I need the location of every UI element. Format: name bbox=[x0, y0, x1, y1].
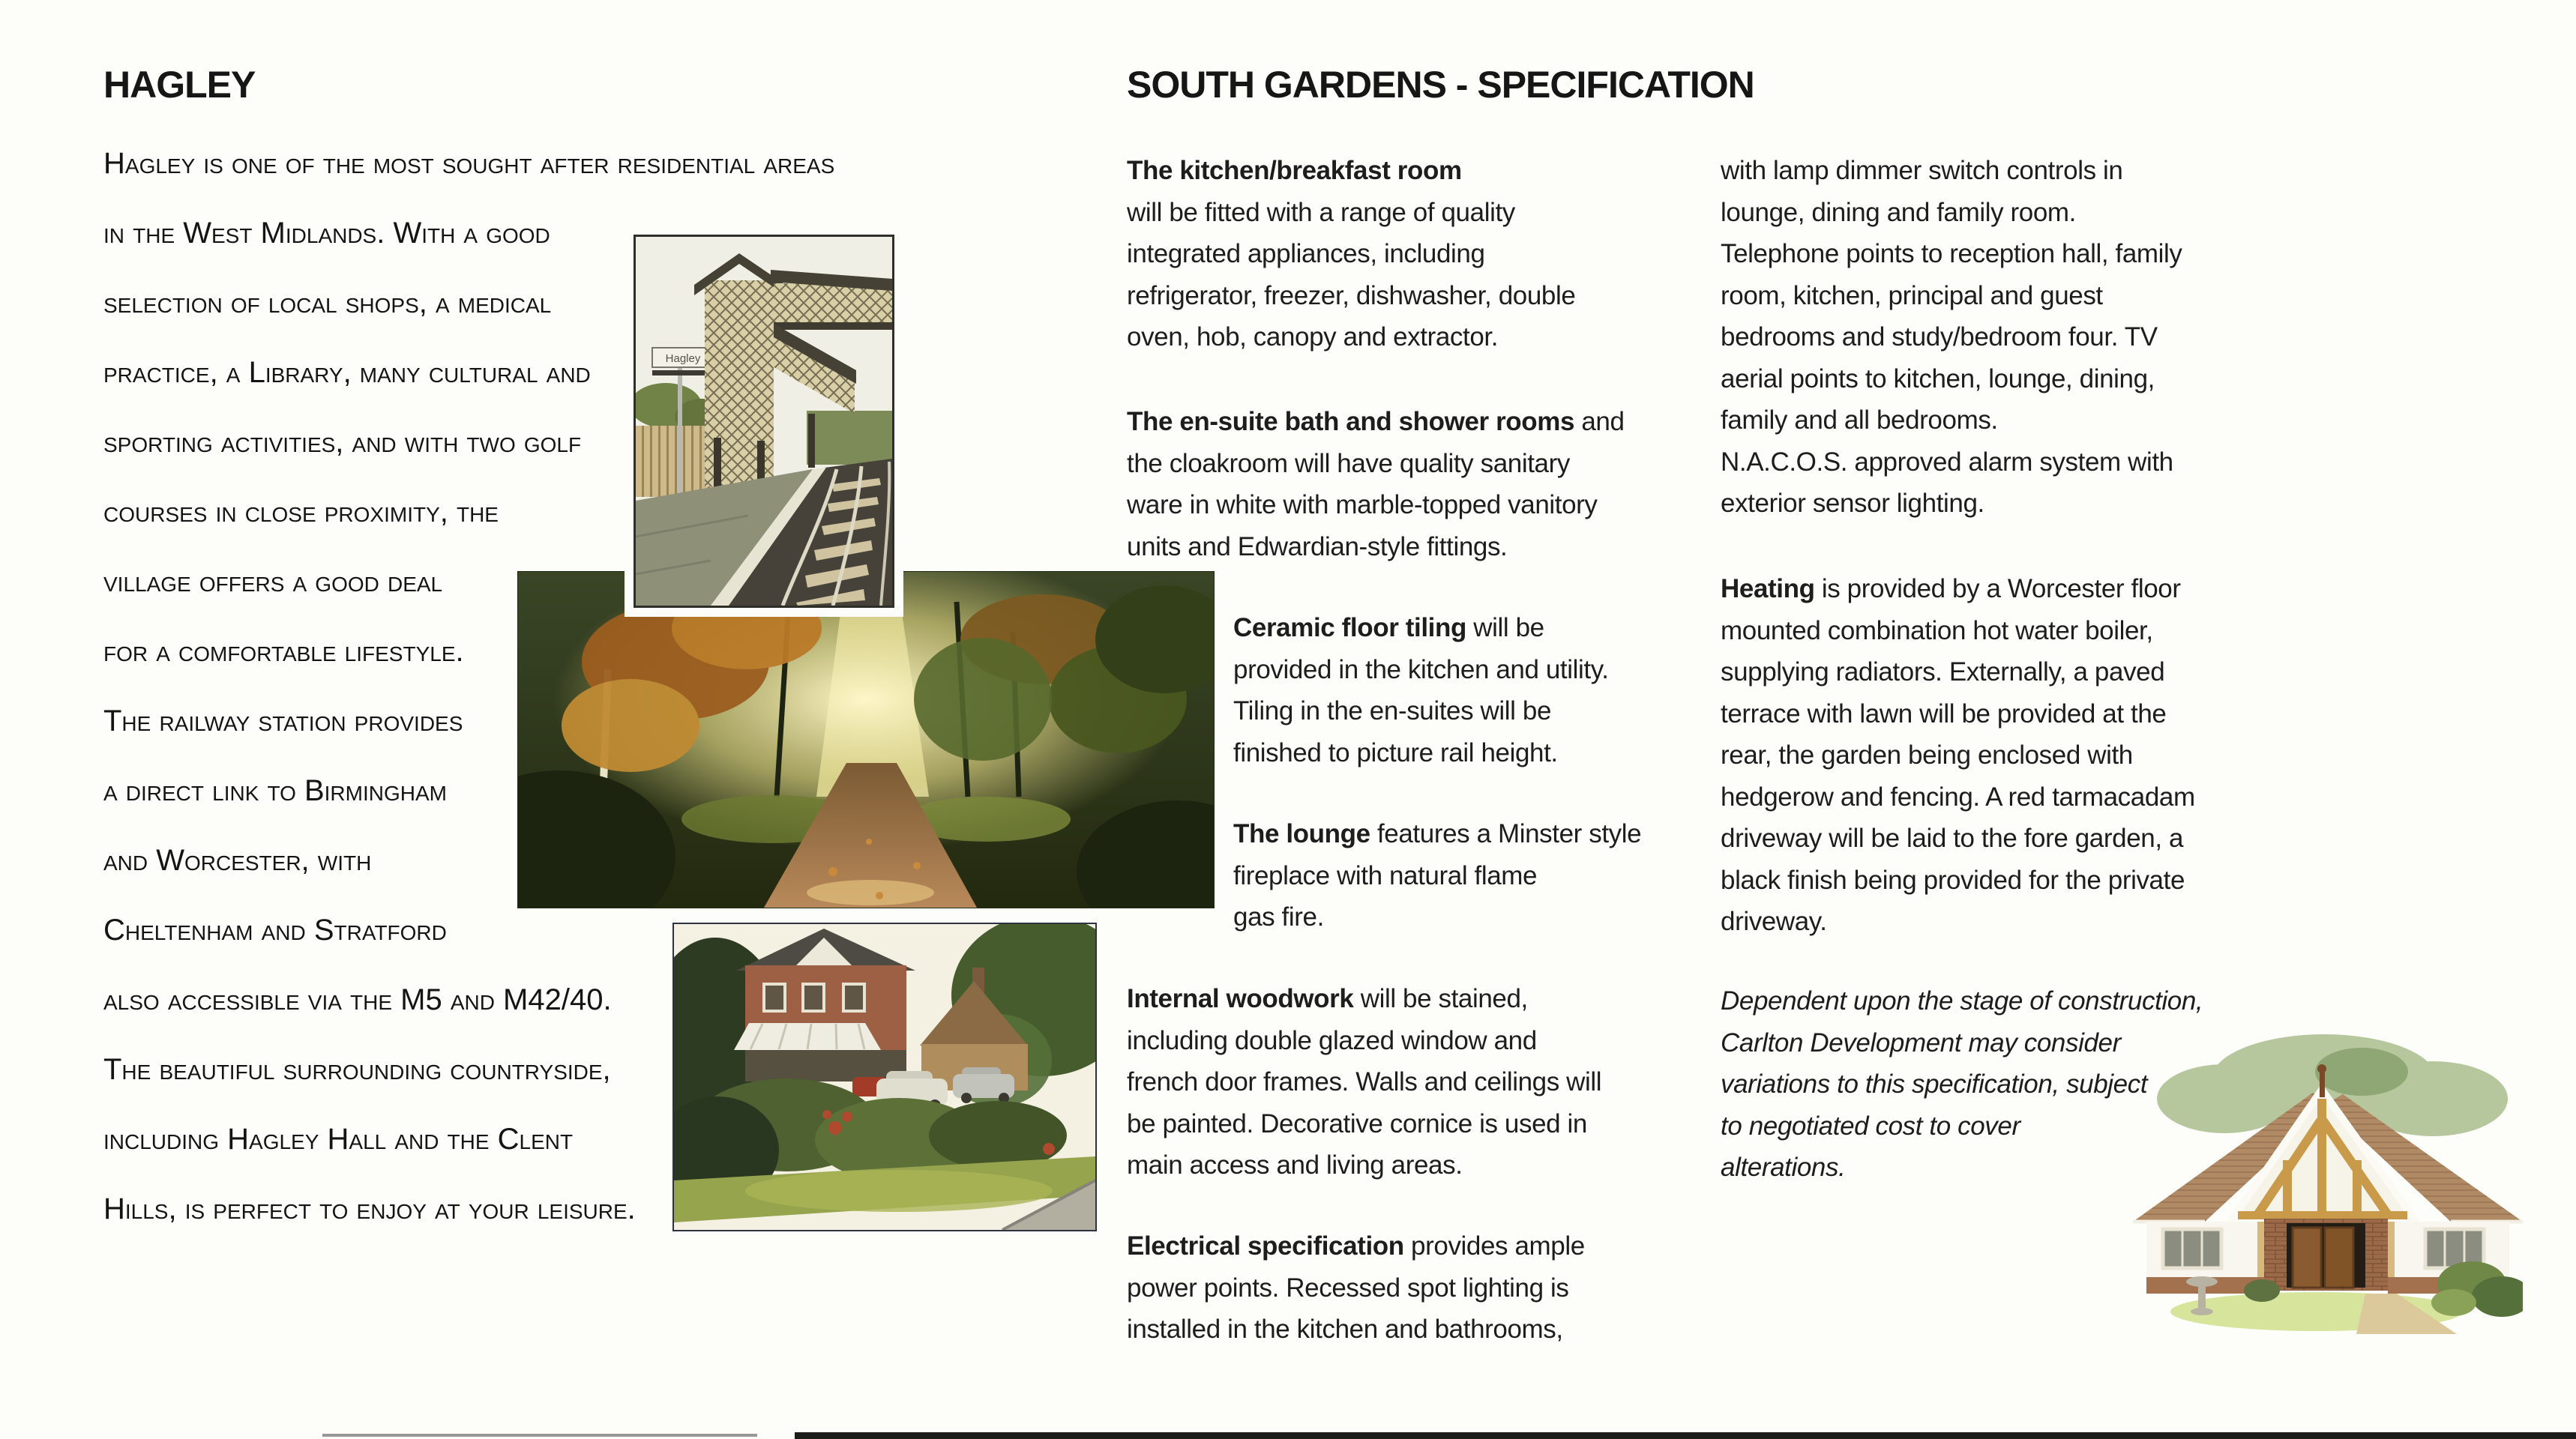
spec-ceramic-paragraph bbox=[1233, 607, 1609, 773]
text-line bbox=[1721, 901, 2195, 943]
text-segment: The railway station provides bbox=[103, 705, 463, 737]
text-segment: oven, hob, canopy and extractor. bbox=[1127, 322, 1499, 352]
text-line bbox=[1721, 651, 2195, 693]
text-segment: black finish being provided for the private bbox=[1721, 865, 2185, 895]
text-line bbox=[1233, 896, 1641, 938]
text-line bbox=[1127, 401, 1625, 443]
text-segment: is provided by a Worcester floor bbox=[1814, 574, 2181, 603]
text-line bbox=[103, 477, 834, 547]
text-line bbox=[1127, 1144, 1601, 1186]
scan-edge-artifact-faint bbox=[322, 1434, 757, 1437]
spec-woodwork-paragraph bbox=[1127, 978, 1601, 1186]
text-segment: Cheltenham and Stratford bbox=[103, 914, 447, 947]
text-line bbox=[1127, 150, 1575, 192]
scan-edge-artifact bbox=[795, 1432, 2576, 1439]
text-segment: exterior sensor lighting. bbox=[1721, 489, 1984, 518]
text-segment: the cloakroom will have quality sanitary bbox=[1127, 448, 1570, 478]
hagley-heading: HAGLEY bbox=[103, 64, 256, 106]
text-segment: will be bbox=[1466, 613, 1544, 642]
text-line bbox=[1233, 649, 1609, 691]
spec-heading: SOUTH GARDENS - SPECIFICATION bbox=[1127, 64, 1754, 106]
text-segment: rear, the garden being enclosed with bbox=[1721, 740, 2133, 770]
text-line bbox=[1721, 358, 2182, 400]
text-line bbox=[1233, 607, 1609, 649]
text-segment: Tiling in the en-suites will be bbox=[1233, 696, 1552, 725]
spec-lighting-paragraph bbox=[1721, 150, 2182, 525]
text-segment: provides ample bbox=[1403, 1231, 1585, 1261]
spec-ensuite-paragraph bbox=[1127, 401, 1625, 567]
text-segment: bedrooms and study/bedroom four. TV bbox=[1721, 322, 2158, 352]
text-segment: including double glazed window and bbox=[1127, 1025, 1537, 1055]
text-line bbox=[1721, 818, 2195, 860]
text-segment: to negotiated cost to cover bbox=[1721, 1111, 2020, 1141]
text-segment: room, kitchen, principal and guest bbox=[1721, 280, 2103, 310]
text-line bbox=[1721, 1022, 2203, 1064]
text-segment: features a Minster style bbox=[1370, 819, 1642, 848]
text-segment: selection of local shops, a medical bbox=[103, 286, 552, 319]
text-line bbox=[1233, 813, 1641, 855]
text-segment: The lounge bbox=[1233, 819, 1370, 848]
spec-electrical-paragraph bbox=[1127, 1225, 1585, 1351]
text-segment: fireplace with natural flame bbox=[1233, 860, 1538, 890]
text-segment: and Worcester, with bbox=[103, 844, 372, 877]
text-line bbox=[1127, 1061, 1601, 1103]
station-sign-label: Hagley bbox=[665, 352, 701, 365]
text-line bbox=[103, 756, 834, 826]
text-segment: Internal woodwork bbox=[1127, 984, 1354, 1013]
text-segment: will be stained, bbox=[1353, 984, 1528, 1013]
text-line bbox=[103, 547, 834, 617]
text-segment: be painted. Decorative cornice is used in bbox=[1127, 1108, 1587, 1138]
text-line bbox=[1127, 978, 1601, 1020]
text-segment: gas fire. bbox=[1233, 902, 1324, 932]
text-segment: supplying radiators. Externally, a paved bbox=[1721, 657, 2165, 687]
text-segment: and bbox=[1574, 407, 1625, 436]
text-segment: will be fitted with a range of quality bbox=[1127, 197, 1515, 227]
text-line bbox=[1127, 275, 1575, 317]
text-line bbox=[103, 826, 834, 896]
text-line bbox=[103, 1174, 834, 1244]
text-line bbox=[103, 896, 834, 965]
text-segment: terrace with lawn will be provided at the bbox=[1721, 699, 2167, 728]
text-line bbox=[103, 199, 834, 268]
text-segment: installed in the kitchen and bathrooms, bbox=[1127, 1315, 1563, 1344]
text-line bbox=[1721, 1105, 2203, 1147]
text-line bbox=[1721, 860, 2195, 902]
text-line bbox=[103, 1105, 834, 1174]
text-segment: The en-suite bath and shower rooms bbox=[1127, 407, 1575, 436]
spec-lounge-paragraph bbox=[1233, 813, 1641, 938]
text-line bbox=[1721, 192, 2182, 234]
text-segment: main access and living areas. bbox=[1127, 1150, 1463, 1180]
text-segment: hedgerow and fencing. A red tarmacadam bbox=[1721, 782, 2195, 812]
text-segment: Dependent upon the stage of construction, bbox=[1721, 986, 2203, 1016]
text-line bbox=[1127, 1103, 1601, 1145]
text-line bbox=[1127, 1225, 1585, 1267]
text-segment: refrigerator, freezer, dishwasher, double bbox=[1127, 280, 1576, 310]
text-segment: aerial points to kitchen, lounge, dining, bbox=[1721, 363, 2155, 393]
text-segment: lounge, dining and family room. bbox=[1721, 197, 2076, 227]
text-line bbox=[1721, 275, 2182, 317]
text-segment: Electrical specification bbox=[1127, 1231, 1404, 1261]
text-line bbox=[1127, 526, 1625, 568]
text-line bbox=[1721, 150, 2182, 192]
text-segment: mounted combination hot water boiler, bbox=[1721, 615, 2153, 645]
text-segment: Carlton Development may consider bbox=[1721, 1028, 2121, 1058]
text-line bbox=[103, 617, 834, 687]
text-segment: Hagley is one of the most sought after residential areas bbox=[103, 147, 835, 180]
text-segment: with lamp dimmer switch controls in bbox=[1721, 156, 2123, 185]
text-segment: variations to this specification, subject bbox=[1721, 1070, 2148, 1099]
text-segment: Heating bbox=[1721, 574, 1815, 603]
text-line bbox=[103, 1035, 834, 1105]
hagley-body-text bbox=[103, 129, 834, 1244]
text-segment: Telephone points to reception hall, family bbox=[1721, 239, 2182, 268]
text-line bbox=[1127, 1267, 1585, 1309]
text-segment: The kitchen/breakfast room bbox=[1127, 156, 1462, 185]
text-segment: for a comfortable lifestyle. bbox=[103, 635, 464, 668]
text-segment: including Hagley Hall and the Clent bbox=[103, 1123, 574, 1156]
text-segment: sporting activities, and with two golf bbox=[103, 426, 582, 459]
text-segment: in the West Midlands. With a good bbox=[103, 217, 550, 250]
text-segment: N.A.C.O.S. approved alarm system with bbox=[1721, 447, 2173, 477]
text-line bbox=[1127, 1020, 1601, 1062]
text-line bbox=[103, 268, 834, 338]
text-line bbox=[1721, 1147, 2203, 1189]
text-segment: driveway. bbox=[1721, 907, 1827, 936]
text-line bbox=[103, 965, 834, 1035]
text-segment: integrated appliances, including bbox=[1127, 239, 1485, 268]
spec-kitchen-paragraph bbox=[1127, 150, 1575, 358]
text-line bbox=[1721, 776, 2195, 818]
text-line bbox=[1127, 1309, 1585, 1351]
text-line bbox=[1127, 316, 1575, 358]
text-line bbox=[1127, 192, 1575, 234]
text-segment: ware in white with marble-topped vanitory bbox=[1127, 490, 1598, 519]
text-segment: courses in close proximity, the bbox=[103, 495, 499, 528]
text-segment: units and Edwardian-style fittings. bbox=[1127, 531, 1508, 561]
text-segment: alterations. bbox=[1721, 1153, 1846, 1182]
text-segment: power points. Recessed spot lighting is bbox=[1127, 1273, 1569, 1303]
text-line bbox=[1721, 568, 2195, 610]
text-line bbox=[1721, 441, 2182, 483]
text-line bbox=[103, 338, 834, 408]
text-line bbox=[1721, 233, 2182, 275]
text-line bbox=[1127, 233, 1575, 275]
text-segment: village offers a good deal bbox=[103, 565, 443, 598]
text-line bbox=[1233, 732, 1609, 774]
text-segment: french door frames. Walls and ceilings will bbox=[1127, 1067, 1602, 1096]
text-segment: Ceramic floor tiling bbox=[1233, 613, 1466, 642]
text-line bbox=[1721, 693, 2195, 735]
text-segment: driveway will be laid to the fore garden, a bbox=[1721, 824, 2184, 853]
text-line bbox=[1721, 980, 2203, 1022]
text-line bbox=[1721, 399, 2182, 441]
text-line bbox=[1233, 690, 1609, 732]
text-line bbox=[1721, 316, 2182, 358]
text-segment: a direct link to Birmingham bbox=[103, 774, 447, 807]
text-segment: finished to picture rail height. bbox=[1233, 737, 1558, 767]
text-segment: family and all bedrooms. bbox=[1721, 405, 1998, 435]
text-line bbox=[1721, 734, 2195, 776]
text-line bbox=[1127, 443, 1625, 485]
text-line bbox=[1721, 1064, 2203, 1105]
text-segment: provided in the kitchen and utility. bbox=[1233, 654, 1609, 684]
text-segment: The beautiful surrounding countryside, bbox=[103, 1053, 611, 1086]
text-line bbox=[1127, 484, 1625, 526]
text-line bbox=[103, 687, 834, 756]
spec-disclaimer-paragraph bbox=[1721, 980, 2203, 1189]
text-line bbox=[1233, 855, 1641, 897]
text-line bbox=[103, 408, 834, 477]
text-segment: Hills, is perfect to enjoy at your leisure. bbox=[103, 1192, 636, 1225]
text-segment: also accessible via the M5 and M42/40. bbox=[103, 983, 612, 1016]
text-segment: practice, a Library, many cultural and bbox=[103, 356, 591, 389]
text-line bbox=[1721, 610, 2195, 652]
text-line bbox=[1721, 483, 2182, 525]
text-line bbox=[103, 129, 834, 199]
spec-heating-paragraph bbox=[1721, 568, 2195, 943]
